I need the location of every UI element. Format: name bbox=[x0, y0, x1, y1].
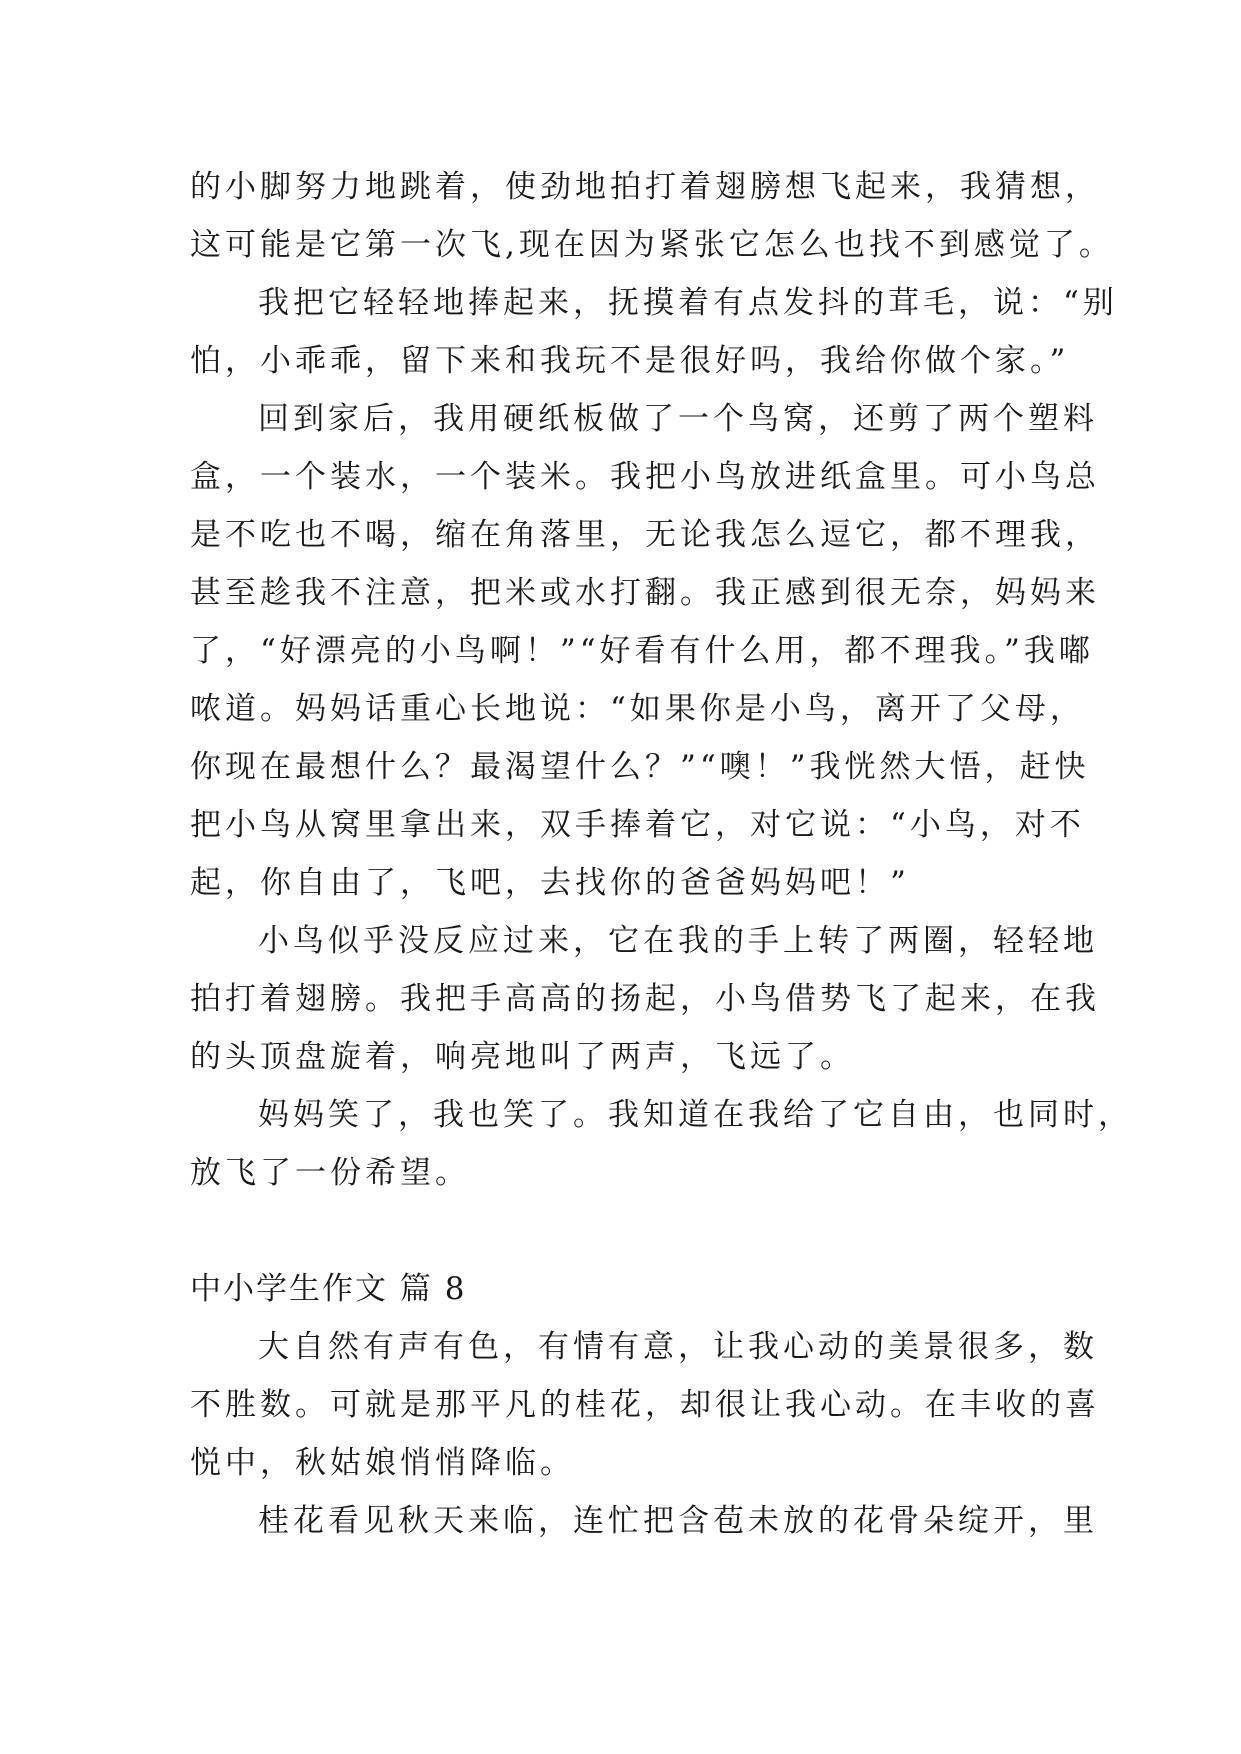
section-title: 中小学生作文 篇 8 bbox=[190, 1271, 467, 1307]
text-line: 桂花看见秋天来临，连忙把含苞未放的花骨朵绽开，里 bbox=[258, 1503, 1098, 1539]
text-line: 大自然有声有色，有情有意，让我心动的美景很多，数 bbox=[258, 1329, 1098, 1365]
text-line: 悦中，秋姑娘悄悄降临。 bbox=[190, 1445, 575, 1481]
paragraph bbox=[190, 912, 1100, 1086]
text-line: 小鸟似乎没反应过来，它在我的手上转了两圈，轻轻地 bbox=[258, 923, 1098, 959]
text-line: 了，“好漂亮的小鸟啊！”“好看有什么用，都不理我。”我嘟 bbox=[190, 633, 1094, 669]
paragraph bbox=[190, 390, 1100, 912]
text-line: 哝道。妈妈话重心长地说：“如果你是小鸟，离开了父母， bbox=[190, 691, 1085, 727]
text-line: 这可能是它第一次飞,现在因为紧张它怎么也找不到感觉了。 bbox=[190, 227, 1114, 263]
text-line: 盒，一个装水，一个装米。我把小鸟放进纸盒里。可小鸟总 bbox=[190, 459, 1100, 495]
paragraph bbox=[190, 1086, 1133, 1202]
text-line: 起，你自由了，飞吧，去找你的爸爸妈妈吧！” bbox=[190, 865, 910, 901]
text-line: 的小脚努力地跳着，使劲地拍打着翅膀想飞起来，我猜想， bbox=[190, 169, 1100, 205]
paragraph bbox=[190, 1318, 1100, 1492]
text-line: 妈妈笑了，我也笑了。我知道在我给了它自由，也同时， bbox=[258, 1097, 1133, 1133]
section-spacer bbox=[190, 1202, 1050, 1260]
text-line: 回到家后，我用硬纸板做了一个鸟窝，还剪了两个塑料 bbox=[258, 401, 1098, 437]
text-line: 我把它轻轻地捧起来，抚摸着有点发抖的茸毛，说：“别 bbox=[258, 285, 1118, 321]
text-line: 不胜数。可就是那平凡的桂花，却很让我心动。在丰收的喜 bbox=[190, 1387, 1100, 1423]
text-line: 拍打着翅膀。我把手高高的扬起，小鸟借势飞了起来，在我 bbox=[190, 981, 1100, 1017]
paragraph bbox=[190, 1492, 1098, 1550]
text-line: 是不吃也不喝，缩在角落里，无论我怎么逗它，都不理我， bbox=[190, 517, 1100, 553]
text-line: 甚至趁我不注意，把米或水打翻。我正感到很无奈，妈妈来 bbox=[190, 575, 1100, 611]
text-line: 怕，小乖乖，留下来和我玩不是很好吗，我给你做个家。” bbox=[190, 343, 1070, 379]
text-line: 你现在最想什么？最渴望什么？”“噢！”我恍然大悟，赶快 bbox=[190, 749, 1090, 785]
text-line: 的头顶盘旋着，响亮地叫了两声，飞远了。 bbox=[190, 1039, 855, 1075]
paragraph bbox=[190, 158, 1114, 274]
document-body bbox=[190, 158, 1133, 1550]
text-line: 把小鸟从窝里拿出来，双手捧着它，对它说：“小鸟，对不 bbox=[190, 807, 1085, 843]
text-line: 放飞了一份希望。 bbox=[190, 1155, 470, 1191]
paragraph bbox=[190, 274, 1118, 390]
